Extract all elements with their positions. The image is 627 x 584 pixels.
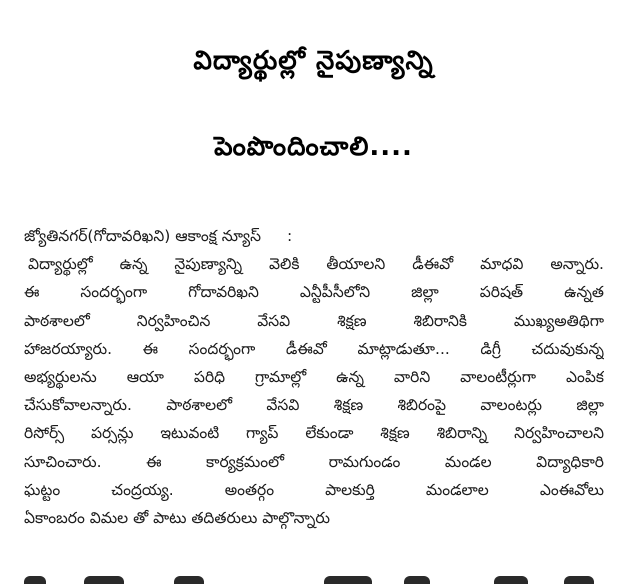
article-line: రిసోర్స్ పర్సన్లు ఇటువంటి గ్యాప్ లేకుండా శిక్షణ శిబిరాన్ని నిర్వహించాలని xyxy=(24,424,604,443)
dateline-separator: : xyxy=(286,227,293,245)
article-line: ఘట్టం చంద్రయ్య. అంతర్గం పాలకుర్తి మండలాల ఎంఈవోలు xyxy=(24,480,604,499)
headline-line-1: విద్యార్థుల్లో నైపుణ్యాన్ని xyxy=(193,46,434,76)
article-line: పాఠశాలలో నిర్వహించిన వేసవి శిక్షణ శిబిరానికి ముఖ్యఅతిథిగా xyxy=(24,311,604,330)
cropped-text-fragment xyxy=(24,568,604,584)
article-line: అభ్యర్థులను ఆయా పరిధి గ్రామాల్లో ఉన్న వారిని వాలంటీర్లుగా ఎంపిక xyxy=(24,368,604,387)
article-line: విద్యార్థుల్లో ఉన్న నైపుణ్యాన్ని వెలికి తీయాలని డీఈవో మాధవి అన్నారు. xyxy=(28,255,604,274)
article-line: హాజరయ్యారు. ఈ సందర్భంగా డీఈవో మాట్లాడుతూ... డిగ్రీ చదువుకున్న xyxy=(24,339,604,358)
article-line: ఈ సందర్భంగా గోదావరిఖని ఎన్టీపీసీలోని జిల్లా పరిషత్ ఉన్నత xyxy=(24,283,604,302)
article-line: ఏకాంబరం విమల తో పాటు తదితరులు పాల్గొన్నారు xyxy=(24,509,330,528)
dateline-text: జ్యోతినగర్(గోదావరిఖని) ఆకాంక్ష న్యూస్ xyxy=(24,227,261,245)
article-body xyxy=(24,222,604,532)
article-line: సూచించారు. ఈ కార్యక్రమంలో రామగుండం మండల విద్యాధికారి xyxy=(24,452,604,471)
article-line: చేసుకోవాలన్నారు. పాఠశాలలో వేసవి శిక్షణ శిబిరంపై వాలంటర్లు జిల్లా xyxy=(24,396,604,415)
dateline xyxy=(24,222,604,250)
headline-line-2: పెంపొందించాలి.... xyxy=(214,132,413,162)
